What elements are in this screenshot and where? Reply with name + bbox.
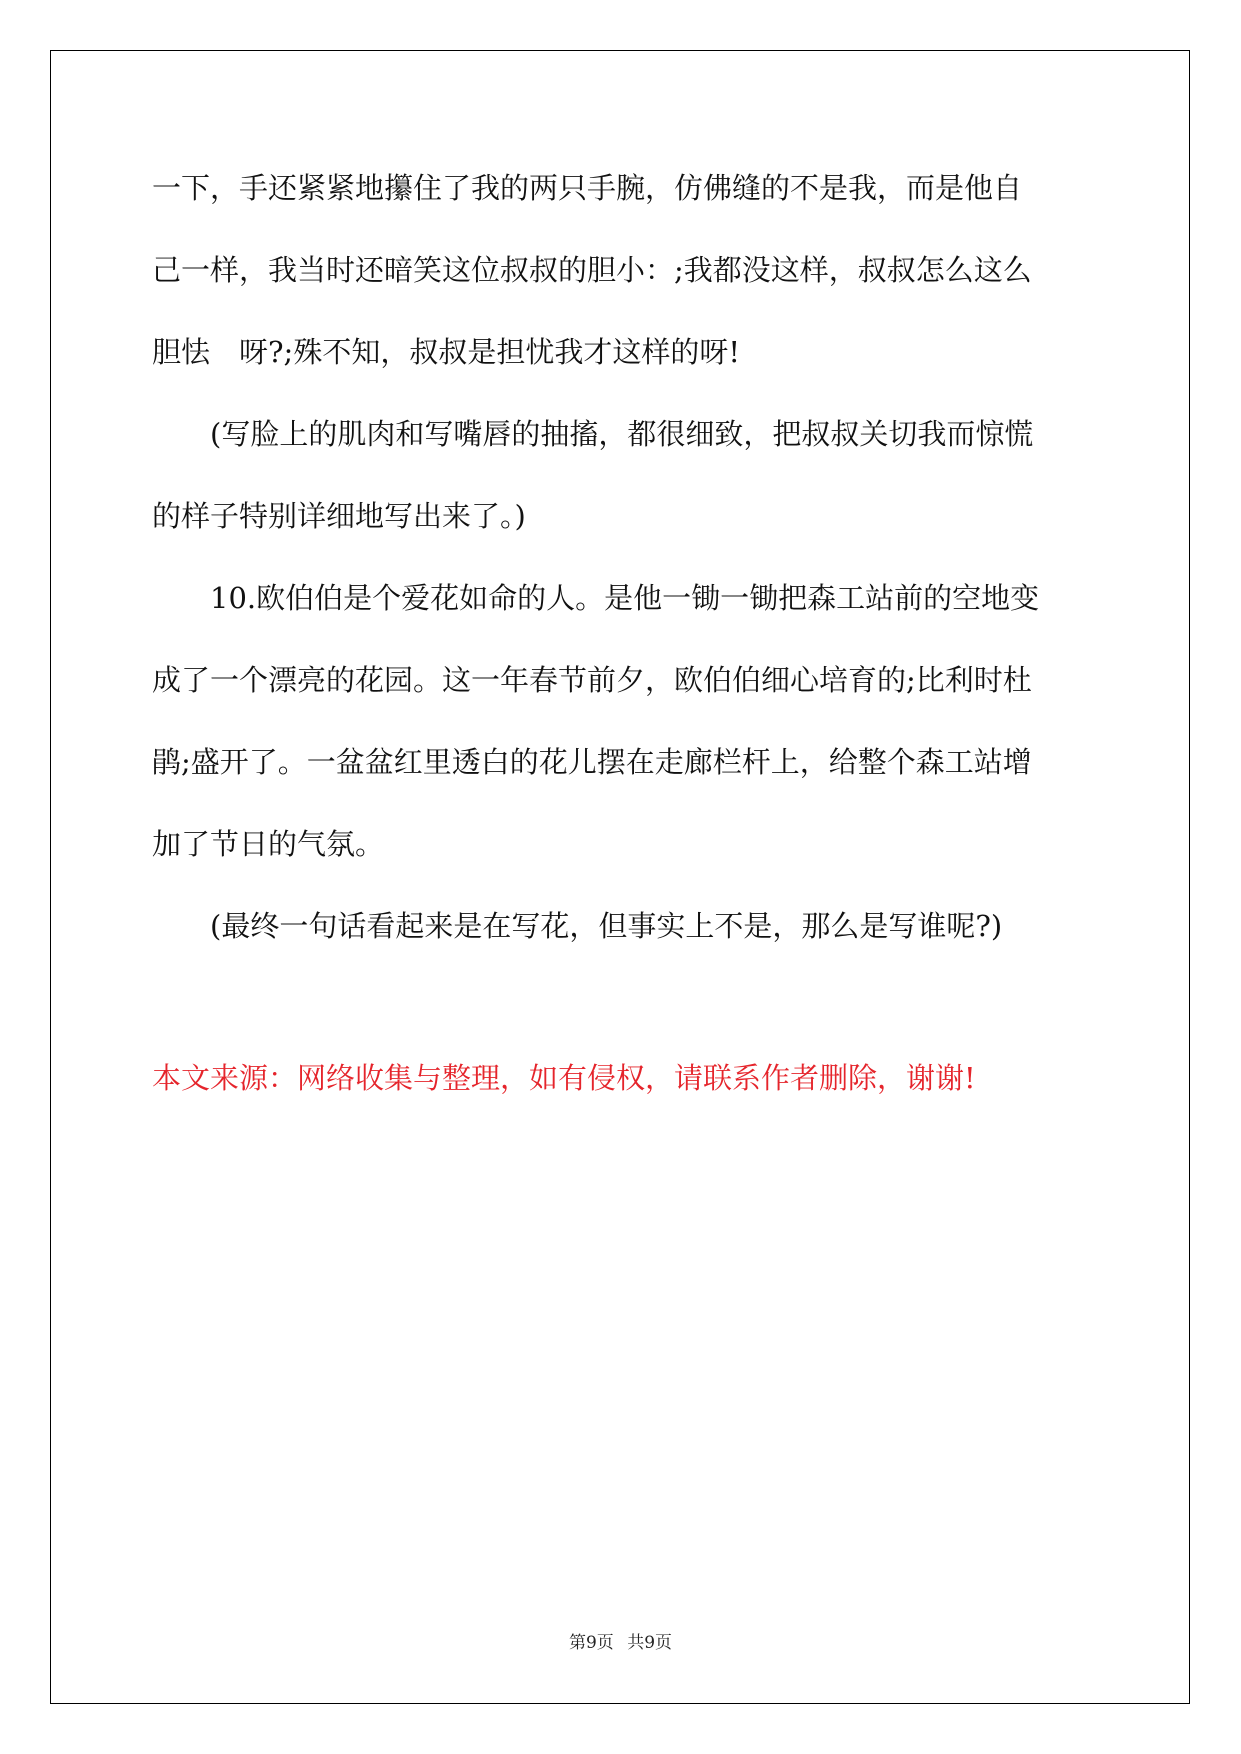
body-line: 己一样，我当时还暗笑这位叔叔的胆小：;我都没这样，叔叔怎么这么 bbox=[152, 253, 1032, 287]
body-line: (写脸上的肌肉和写嘴唇的抽搐，都很细致，把叔叔关切我而惊慌 bbox=[210, 417, 1034, 451]
body-line: 10.欧伯伯是个爱花如命的人。是他一锄一锄把森工站前的空地变 bbox=[210, 581, 1040, 615]
body-line: 一下，手还紧紧地攥住了我的两只手腕，仿佛缝的不是我，而是他自 bbox=[152, 171, 1023, 205]
body-line: (最终一句话看起来是在写花，但事实上不是，那么是写谁呢?) bbox=[210, 909, 1003, 943]
page-number: 第9页 bbox=[568, 1633, 614, 1653]
body-line: 成了一个漂亮的花园。这一年春节前夕，欧伯伯细心培育的;比利时杜 bbox=[152, 663, 1032, 697]
page-border bbox=[50, 50, 1190, 1704]
body-line: 加了节日的气氛。 bbox=[152, 827, 385, 861]
body-line: 鹃;盛开了。一盆盆红里透白的花儿摆在走廊栏杆上，给整个森工站增 bbox=[152, 745, 1032, 779]
body-line: 胆怯 呀?;殊不知，叔叔是担忧我才这样的呀! bbox=[152, 335, 740, 369]
page-total: 共9页 bbox=[627, 1633, 673, 1653]
body-line: 的样子特别详细地写出来了。) bbox=[152, 499, 526, 533]
source-notice: 本文来源：网络收集与整理，如有侵权，请联系作者删除，谢谢! bbox=[152, 1061, 976, 1095]
page-footer bbox=[0, 1628, 1241, 1653]
